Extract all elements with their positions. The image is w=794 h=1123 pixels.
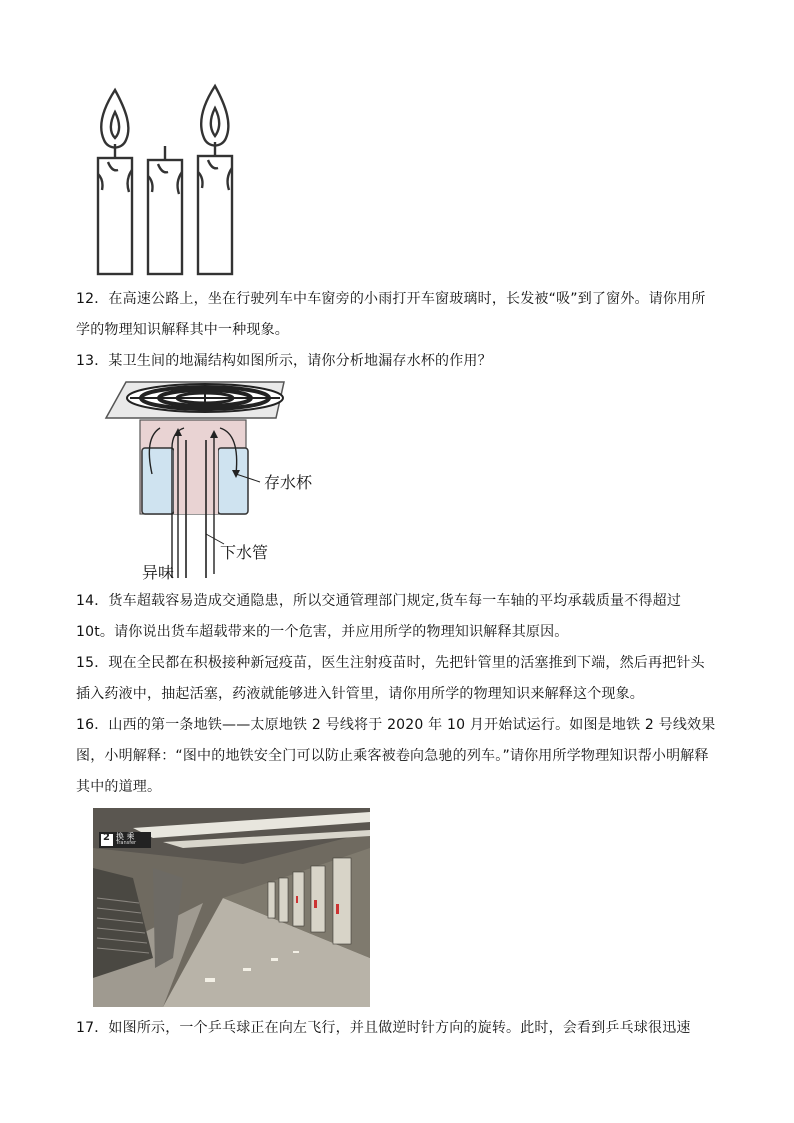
question-16: 16．山西的第一条地铁——太原地铁 2 号线将于 2020 年 10 月开始试运行。如图是地铁 2 号线效果图，小明解释：“图中的地铁安全门可以防止乘客被卷向急驰的列车。”请你用所学物理知识帮小明解释其中的道理。 <box>76 717 716 795</box>
label-drain-pipe: 下水管 <box>220 543 269 562</box>
subway-sign-sub: Transfer <box>116 840 137 846</box>
label-water-cup: 存水杯 <box>264 473 313 492</box>
question-15: 15．现在全民都在积极接种新冠疫苗，医生注射疫苗时，先把针管里的活塞推到下端，然后再把针头插入药液中，抽起活塞，药液就能够进入针管里，请你用所学的物理知识来解释这个现象。 <box>76 655 705 702</box>
candles-figure <box>90 82 250 277</box>
subway-line-number: 2 <box>103 832 110 843</box>
question-17: 17．如图所示，一个乒乓球正在向左飞行，并且做逆时针方向的旋转。此时，会看到乒乓球很迅速 <box>76 1020 691 1036</box>
question-13: 13．某卫生间的地漏结构如图所示，请你分析地漏存水杯的作用？ <box>76 353 492 369</box>
question-14: 14．货车超载容易造成交通隐患，所以交通管理部门规定,货车每一车轴的平均承载质量不得超过10t。请你说出货车超载带来的一个危害，并应用所学的物理知识解释其原因。 <box>76 593 682 640</box>
label-odor: 异味 <box>142 563 175 582</box>
question-12: 12．在高速公路上，坐在行驶列车中车窗旁的小雨打开车窗玻璃时，长发被“吸”到了窗外。请你用所学的物理知识解释其中一种现象。 <box>76 291 706 338</box>
subway-sign-text: 换 乘 <box>116 832 135 841</box>
subway-station-photo <box>93 808 370 1007</box>
